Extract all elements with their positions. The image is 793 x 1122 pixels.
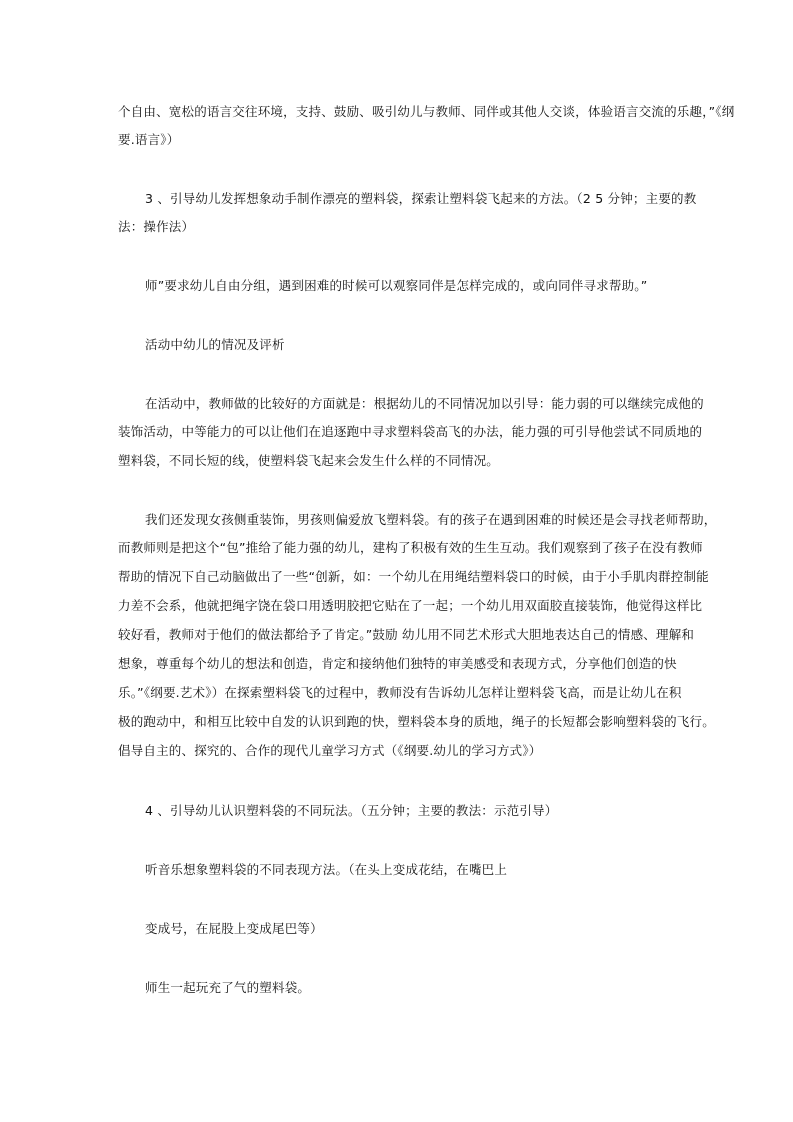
- text-line: 师生一起玩充了气的塑料袋。: [145, 980, 311, 995]
- text-line: 个自由、宽松的语言交往环境，支持、鼓励、吸引幼儿与教师、同伴或其他人交谈，体验语言交流的乐趣，”《纲: [118, 104, 735, 119]
- text-line: 乐。”《纲要.艺术》）在探索塑料袋飞的过程中，教师没有告诉幼儿怎样让塑料袋飞高，而是让幼儿在积: [118, 685, 682, 700]
- text-line: 想象，尊重每个幼儿的想法和创造，肯定和接纳他们独特的审美感受和表现方式，分享他们创造的快: [118, 656, 677, 671]
- text-line: 而教师则是把这个“包”推给了能力强的幼儿，建构了积极有效的生生互动。我们观察到了孩子在没有教师: [118, 540, 703, 555]
- text-line: 变成号，在屁股上变成尾巴等）: [145, 921, 323, 936]
- text-line: 师”要求幼儿自由分组，遇到困难的时候可以观察同伴是怎样完成的，或向同伴寻求帮助。”: [145, 278, 648, 293]
- text-line: 要.语言》）: [118, 132, 180, 147]
- text-line: 极的跑动中，和相互比较中自发的认识到跑的快，塑料袋本身的质地，绳子的长短都会影响塑料袋的飞行。: [118, 714, 715, 729]
- text-line: 帮助的情况下自己动脑做出了一些“创新，如：一个幼儿在用绳结塑料袋口的时候，由于小手肌肉群控制能: [118, 569, 709, 584]
- text-line: 力差不会系，他就把绳字饶在袋口用透明胶把它贴在了一起；一个幼儿用双面胶直接装饰，他觉得这样比: [118, 598, 703, 613]
- text-line: 倡导自主的、探究的、合作的现代儿童学习方式（《纲要.幼儿的学习方式》）: [118, 743, 542, 758]
- text-line: 听音乐想象塑料袋的不同表现方法。（在头上变成花结，在嘴巴上: [145, 862, 508, 877]
- text-line: 法：操作法）: [118, 219, 195, 234]
- text-line: 在活动中，教师做的比较好的方面就是：根据幼儿的不同情况加以引导：能力弱的可以继续完成他的: [145, 396, 704, 411]
- subheading: 活动中幼儿的情况及评析: [145, 337, 285, 352]
- text-line: 塑料袋，不同长短的线，使塑料袋飞起来会发生什么样的不同情况。: [118, 453, 500, 468]
- section-heading-4: 4 、引导幼儿认识塑料袋的不同玩法。（五分钟；主要的教法：示范引导）: [145, 803, 558, 818]
- text-line: 较好看，教师对于他们的做法都给予了肯定。”鼓励 幼儿用不同艺术形式大胆地表达自己的情感、理解和: [118, 627, 695, 642]
- text-line: 我们还发现女孩侧重装饰，男孩则偏爱放飞塑料袋。有的孩子在遇到困难的时候还是会寻找老师帮助，: [145, 512, 717, 527]
- text-line: 装饰活动，中等能力的可以让他们在追逐跑中寻求塑料袋高飞的办法，能力强的可引导他尝试不同质地的: [118, 424, 703, 439]
- section-heading-3: 3 、引导幼儿发挥想象动手制作漂亮的塑料袋，探索让塑料袋飞起来的方法。（2 5 分钟；主要的教: [145, 191, 697, 206]
